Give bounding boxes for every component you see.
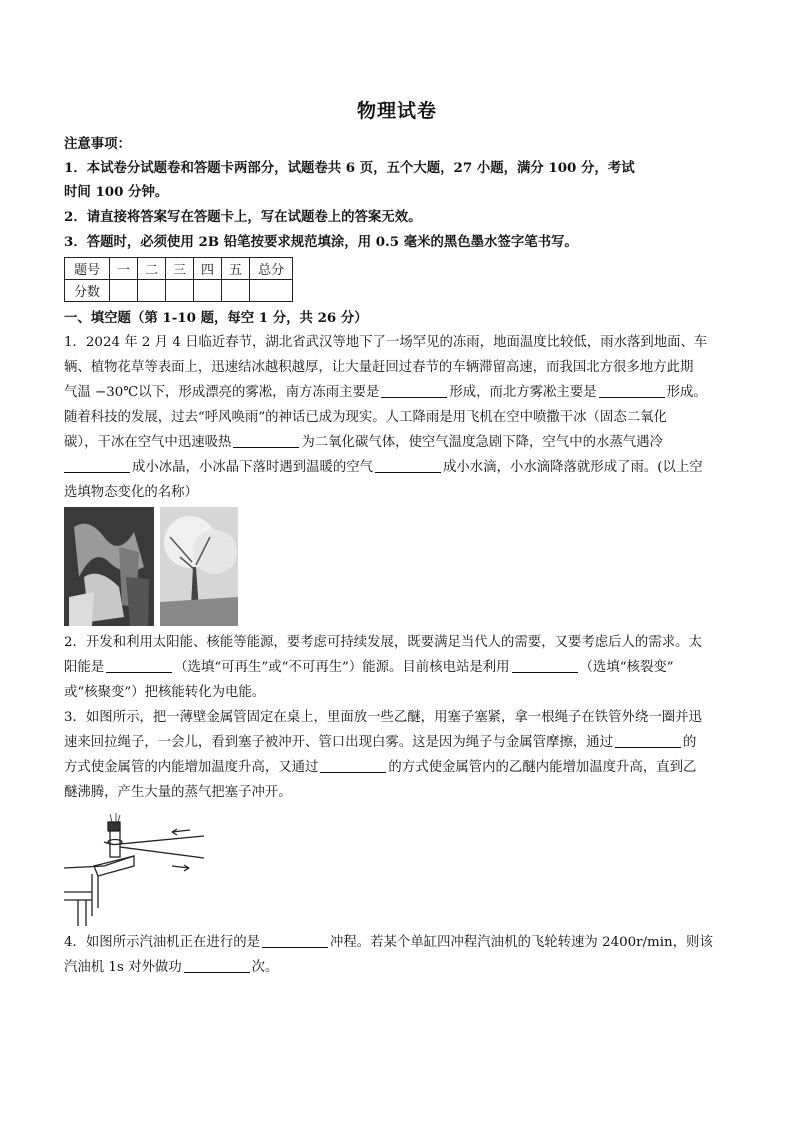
- answer-blank[interactable]: [233, 433, 299, 448]
- q3-line: 醚沸腾，产生大量的蒸气把塞子冲开。: [64, 785, 292, 800]
- score-table-cell: 二: [138, 258, 166, 280]
- score-input-cell[interactable]: [138, 280, 166, 302]
- rime-frost-photo: [160, 507, 238, 626]
- q1-line: 选填物态变化的名称）: [64, 485, 198, 500]
- score-input-cell[interactable]: [194, 280, 222, 302]
- q4-text: 次。: [251, 960, 279, 975]
- answer-blank[interactable]: [599, 383, 665, 398]
- q3-line: [64, 756, 734, 780]
- q2-text: （选填“可再生”或“不可再生”）能源。目前核电站是利用: [174, 660, 510, 675]
- q3-text: 的: [683, 735, 697, 750]
- freezing-rain-photo: [64, 507, 154, 626]
- q2-text: 阳能是: [64, 660, 105, 675]
- q2-line: 2．开发和利用太阳能、核能等能源，要考虑可持续发展，既要满足当代人的需要，又要考虑后人的需求。太: [64, 635, 702, 650]
- q4-line: [64, 931, 734, 955]
- q4-text: 汽油机 1s 对外做功: [64, 960, 182, 975]
- score-table-score-row: [65, 280, 293, 302]
- q2-line: [64, 656, 734, 680]
- score-input-cell[interactable]: [250, 280, 293, 302]
- notice-item-1: 1．本试卷分试题卷和答题卡两部分，试题卷共 6 页，五个大题，27 小题，满分 100 分，考试: [64, 160, 635, 176]
- answer-blank[interactable]: [320, 758, 386, 773]
- answer-blank[interactable]: [262, 933, 328, 948]
- q3-line: [64, 731, 734, 755]
- q3-text: 方式使金属管的内能增加温度升高，又通过: [64, 760, 319, 775]
- q1-line: [64, 381, 734, 405]
- answer-blank[interactable]: [64, 458, 130, 473]
- answer-blank[interactable]: [375, 458, 441, 473]
- notice-item-1-cont: 时间 100 分钟。: [64, 184, 169, 200]
- score-table-header-row: [65, 258, 293, 280]
- q1-text: 气温 −30℃以下，形成漂亮的雾凇，南方冻雨主要是: [64, 385, 380, 400]
- q3-text: 速来回拉绳子，一会儿，看到塞子被冲开、管口出现白雾。这是因为绳子与金属管摩擦，通过: [64, 735, 614, 750]
- q2-text: （选填“核裂变”: [579, 660, 674, 675]
- q1-line: 辆、植物花草等表面上，迅速结冰越积越厚，让大量赶回过春节的车辆滞留高速，而我国北方很多地方此期: [64, 360, 694, 375]
- q1-text: 碳），干冰在空气中迅速吸热: [64, 435, 232, 450]
- score-table-cell: 四: [194, 258, 222, 280]
- notice-heading: 注意事项：: [64, 136, 131, 152]
- q4-text: 冲程。若某个单缸四冲程汽油机的飞轮转速为 2400r/min，则该: [330, 935, 713, 950]
- q1-text: 成小冰晶，小冰晶下落时遇到温暖的空气: [132, 460, 374, 475]
- score-table-cell: 三: [166, 258, 194, 280]
- q1-text: 形成。: [666, 385, 707, 400]
- q3-line: 3．如图所示，把一薄壁金属管固定在桌上，里面放一些乙醚，用塞子塞紧，拿一根绳子在铁管外绕一圈并迅: [64, 710, 702, 725]
- q1-text: 形成，而北方雾凇主要是: [449, 385, 597, 400]
- q1-text: 为二氧化碳气体，使空气温度急剧下降，空气中的水蒸气遇冷: [301, 435, 663, 450]
- score-table-cell: 总分: [250, 258, 293, 280]
- metal-tube-figure: [64, 808, 214, 926]
- score-table: [64, 257, 293, 302]
- score-table-cell: 分数: [65, 280, 110, 302]
- notice-item-3: 3．答题时，必须使用 2B 铅笔按要求规范填涂，用 0.5 毫米的黑色墨水签字笔书写。: [64, 234, 578, 250]
- q1-line: [64, 456, 734, 480]
- q4-line: [64, 956, 734, 980]
- section-heading: 一、填空题（第 1-10 题，每空 1 分，共 26 分）: [64, 310, 368, 326]
- q4-text: 4．如图所示汽油机正在进行的是: [64, 935, 260, 950]
- score-input-cell[interactable]: [222, 280, 250, 302]
- score-table-cell: 题号: [65, 258, 110, 280]
- score-table-cell: 五: [222, 258, 250, 280]
- notice-item-2: 2．请直接将答案写在答题卡上，写在试题卷上的答案无效。: [64, 209, 422, 225]
- page-title: 物理试卷: [356, 100, 437, 122]
- q1-line: [64, 431, 734, 455]
- answer-blank[interactable]: [615, 733, 681, 748]
- q1-line: 随着科技的发展，过去“呼风唤雨”的神话已成为现实。人工降雨是用飞机在空中喷撒干冰（固态二氧化: [64, 410, 667, 425]
- answer-blank[interactable]: [106, 658, 172, 673]
- score-input-cell[interactable]: [110, 280, 138, 302]
- score-table-cell: 一: [110, 258, 138, 280]
- q2-line: 或“核聚变”）把核能转化为电能。: [64, 685, 266, 700]
- answer-blank[interactable]: [512, 658, 578, 673]
- score-input-cell[interactable]: [166, 280, 194, 302]
- q1-line: 1．2024 年 2 月 4 日临近春节，湖北省武汉等地下了一场罕见的冻雨，地面温度比较低，雨水落到地面、车: [64, 335, 708, 350]
- answer-blank[interactable]: [184, 958, 250, 973]
- q1-text: 成小水滴，小水滴降落就形成了雨。(以上空: [443, 460, 703, 475]
- q3-text: 的方式使金属管内的乙醚内能增加温度升高，直到乙: [388, 760, 697, 775]
- answer-blank[interactable]: [381, 383, 447, 398]
